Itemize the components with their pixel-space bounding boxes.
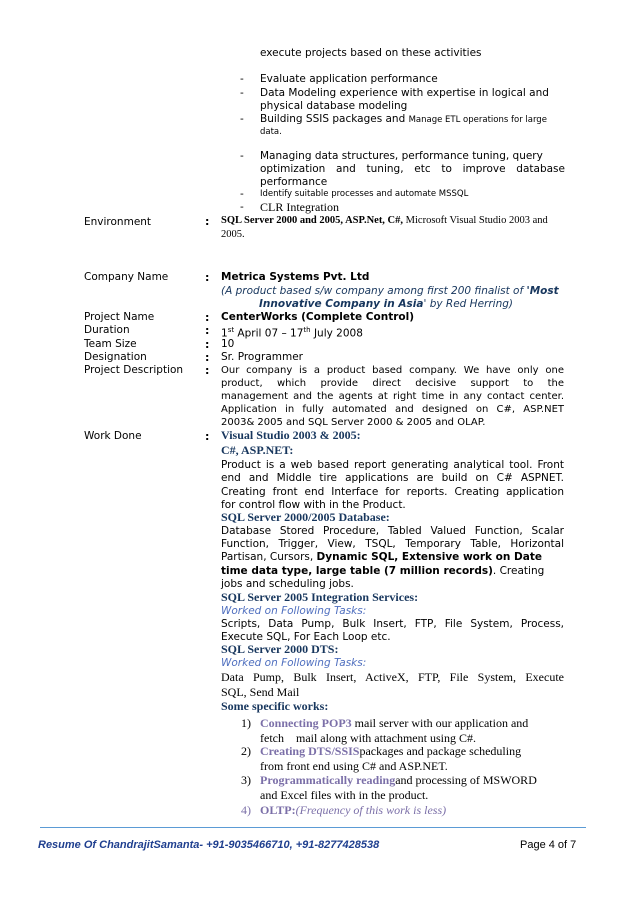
paragraph-line: Data Pump, Bulk Insert, ActiveX, FTP, File System, Execute [221,670,564,684]
colon: : [205,430,210,443]
list-item: Connecting POP3 mail server with our application and fetch mail along with attachment using C#. [260,716,529,745]
bullet-continuation: performance [260,176,328,188]
team-size-label: Team Size [84,338,137,350]
team-size-value: 10 [221,338,235,350]
bullet-continuation: data. [260,127,282,137]
project-description-line: 2003& 2005 and SQL Server 2000 & 2005 and OLAP. [221,417,486,428]
list-item: Programmatically readingand processing of MSWORD and Excel files with in the product. [260,773,537,802]
section-subheading: Worked on Following Tasks: [221,605,367,617]
work-done-label: Work Done [84,430,142,442]
colon: : [205,324,210,337]
section-heading: Some specific works: [221,699,329,713]
project-description-line: management and the agents at right time in any contact center. [221,391,564,402]
paragraph-line: Function, Trigger, View, TSQL, Temporary Table, Horizontal [221,538,564,550]
list-number: 2) [241,744,251,758]
paragraph-line: Execute SQL, For Each Loop etc. [221,631,391,643]
designation-value: Sr. Programmer [221,351,304,363]
paragraph-line: Creating front end Interface for reports. Creating application [221,486,564,498]
footer-resume-info: Resume Of ChandrajitSamanta- +91-9035466710, +91-8277428538 [38,839,380,851]
colon: : [205,311,210,324]
project-description-label: Project Description [84,364,184,376]
duration-label: Duration [84,324,130,336]
list-number: 1) [241,716,251,730]
designation-label: Designation [84,351,147,363]
colon: : [205,215,210,228]
bullet-continuation: physical database modeling [260,100,408,112]
paragraph-line: Database Stored Procedure, Tabled Valued Function, Scalar [221,525,564,537]
colon: : [205,271,210,284]
list-item: Creating DTS/SSISpackages and package scheduling from front end using C# and ASP.NET. [260,744,522,773]
paragraph-line: jobs and scheduling jobs. [221,578,354,590]
paragraph-line: end and Middle tire applications are build on C# ASPNET. [221,472,564,484]
bullet-continuation: optimization and tuning, etc to improve database [260,163,565,175]
project-name-value: CenterWorks (Complete Control) [221,311,415,323]
section-heading: SQL Server 2000 DTS: [221,642,339,656]
footer-divider [40,827,586,828]
paragraph-line: SQL, Send Mail [221,685,300,699]
colon: : [205,338,210,351]
page-number: Page 4 of 7 [520,839,577,851]
section-heading: SQL Server 2000/2005 Database: [221,510,390,524]
paragraph-line: Scripts, Data Pump, Bulk Insert, FTP, File System, Process, [221,618,564,630]
paragraph-line: Product is a web based report generating analytical tool. Front [221,459,564,471]
environment-value: SQL Server 2000 and 2005, ASP.Net, C#, Microsoft Visual Studio 2003 and 2005. [221,215,548,240]
company-note-continued: Innovative Company in Asia' by Red Herring) [259,298,513,310]
list-number: 3) [241,773,251,787]
colon: : [205,364,210,377]
continued-bullet-text: execute projects based on these activities [260,47,482,59]
section-heading: Visual Studio 2003 & 2005: [221,428,361,442]
project-name-label: Project Name [84,311,155,323]
environment-label: Environment [84,216,152,228]
company-name-value: Metrica Systems Pvt. Ltd [221,271,370,283]
list-number: 4) [241,803,251,817]
project-description-line: Application in fully automated and designed on C#, ASP.NET [221,404,564,415]
company-note: (A product based s/w company among first 200 finalist of 'Most [221,285,559,297]
list-item: OLTP:(Frequency of this work is less) [260,803,447,817]
paragraph-line: time data type, large table (7 million records). Creating [221,565,545,577]
section-heading: C#, ASP.NET: [221,443,294,457]
company-name-label: Company Name [84,271,169,283]
colon: : [205,351,210,364]
paragraph-line: for control flow with in the Product. [221,499,406,511]
project-description-line: product, which provide direct decisive support to the [221,378,564,389]
paragraph-line: Partisan, Cursors, Dynamic SQL, Extensive work on Date [221,551,542,563]
section-subheading: Worked on Following Tasks: [221,657,367,669]
duration-value: 1st April 07 – 17th July 2008 [221,326,363,340]
project-description-line: Our company is a product based company. We have only one [221,365,564,376]
section-heading: SQL Server 2005 Integration Services: [221,590,419,604]
